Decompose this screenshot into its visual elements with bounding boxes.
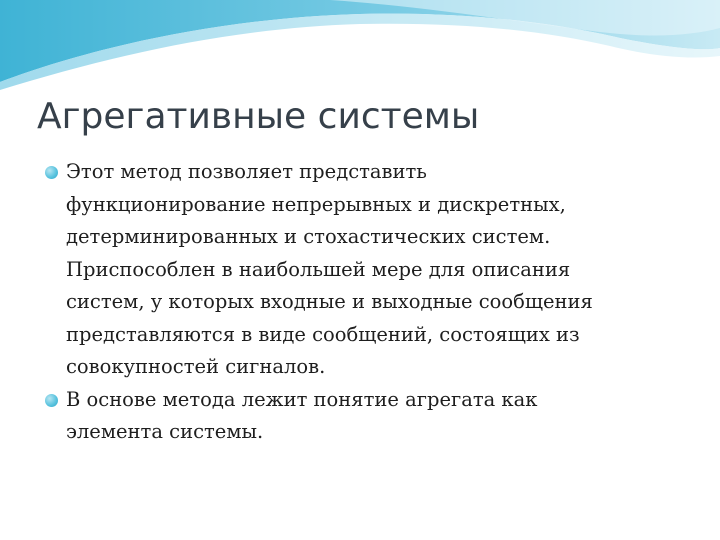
bullet-text-line: элемента системы. [66, 420, 264, 443]
bullet-item [45, 156, 705, 384]
bullet-text-line: систем, у которых входные и выходные сообщения [66, 290, 593, 313]
bullet-dot-icon [45, 394, 58, 407]
bullet-dot-icon [45, 166, 58, 179]
header-wave-decoration [0, 0, 720, 90]
bullet-list [45, 156, 705, 449]
bullet-text-line: представляются в виде сообщений, состоящих из [66, 322, 580, 346]
bullet-text-line: Этот метод позволяет представить [66, 160, 427, 183]
bullet-text-line: функционирование непрерывных и дискретных, [66, 192, 566, 216]
bullet-item [45, 384, 705, 449]
bullet-text-line: В основе метода лежит понятие агрегата как [66, 387, 538, 411]
slide-title: Агрегативные системы [37, 96, 480, 137]
bullet-text-line: совокупностей сигналов. [66, 355, 326, 378]
bullet-text-line: Приспособлен в наибольшей мере для описания [66, 257, 571, 281]
bullet-text-line: детерминированных и стохастических систем. [66, 225, 551, 248]
